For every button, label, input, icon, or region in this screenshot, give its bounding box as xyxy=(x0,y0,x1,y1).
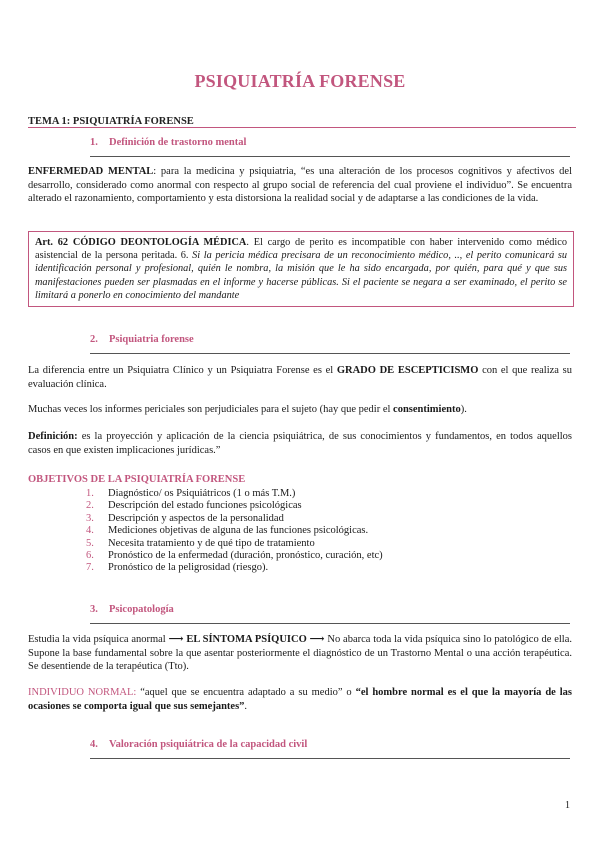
forense-definition xyxy=(28,430,572,457)
item-number: 1. xyxy=(86,488,94,499)
section-label: Psiquiatria forense xyxy=(109,334,194,345)
text: La diferencia entre un Psiquiatra Clínico y un Psiquiatra Forense es el xyxy=(28,365,337,376)
section-heading-1 xyxy=(90,137,246,148)
item-text: Necesita tratamiento y de qué tipo de tratamiento xyxy=(108,537,315,549)
topic-heading: TEMA 1: PSIQUIATRÍA FORENSE xyxy=(28,116,194,127)
text: “aquel que se encuentra adaptado a su medio” o xyxy=(136,687,356,698)
list-item xyxy=(86,525,383,537)
emphasis: consentimiento xyxy=(393,404,461,415)
text: es la proyección y aplicación de la ciencia psiquiátrica, de sus conocimientos y fundamentos, en todos aquellos casos en que existen implicaciones jurídicas.” xyxy=(28,431,572,456)
text: Muchas veces los informes periciales son perjudiciales para el sujeto (hay que pedir el xyxy=(28,404,394,415)
section-heading-2 xyxy=(90,334,194,345)
art62-box xyxy=(28,231,574,307)
section-number: 1. xyxy=(90,137,98,148)
section-label: Psicopatología xyxy=(109,604,174,615)
definition-text: : para la medicina y psiquiatria, “es una alteración de los procesos cognitivos y afectivos del desarrollo, considerado como anormal con respecto al grupo social de referencia del cual proviene el individuo”. Se encuentra alterado el razonamiento, comportamiento y esta distorsiona la realidad social y de adaptarse a las condiciones de la vida. xyxy=(28,166,572,205)
list-item xyxy=(86,562,383,574)
objetivos-list xyxy=(86,488,383,575)
section-rule xyxy=(90,156,570,157)
section-rule xyxy=(90,758,570,759)
list-item xyxy=(86,538,383,550)
topic-underline xyxy=(28,127,576,128)
item-text: Diagnóstico/ os Psiquiátricos (1 o más T.M.) xyxy=(108,488,296,499)
item-text: Mediciones objetivas de alguna de las funciones psicológicas. xyxy=(108,525,369,537)
individuo-normal-paragraph xyxy=(28,686,572,713)
text: . xyxy=(244,700,248,712)
arrow-icon: ⟶ xyxy=(309,634,325,645)
item-text: Descripción del estado funciones psicológicas xyxy=(108,500,302,512)
section-number: 3. xyxy=(90,604,98,615)
emphasis: GRADO DE ESCEPTICISMO xyxy=(336,365,479,376)
art62-text: . El cargo de perito es incompatible con haber intervenido como médico asistencial de la persona peritada. 6. xyxy=(35,237,567,262)
text: con el que realiza su evaluación clínica. xyxy=(28,365,572,390)
section-number: 4. xyxy=(90,739,98,750)
emphasis: EL SÍNTOMA PSÍQUICO xyxy=(183,634,310,645)
list-item xyxy=(86,488,383,500)
section-label: Valoración psiquiátrica de la capacidad civil xyxy=(109,739,308,750)
art62-italic: Si la pericia médica precisara de un reconocimiento médico, .., el perito comunicará su identificación personal y profesional, quién le nombra, la misión que le ha sido encargada, por quién, para qué y que sus manifestaciones pueden ser plasmadas en el informe y hacerse públicas. Si el paciente se negara a ser examinado, el perito se limitará a ponerlo en conocimiento del mandante xyxy=(35,250,567,301)
list-item xyxy=(86,500,383,512)
psicopatologia-paragraph xyxy=(28,633,572,674)
text: Estudia la vida psíquica anormal xyxy=(28,634,169,645)
item-number: 6. xyxy=(86,550,94,562)
item-text: Descripción y aspectos de la personalidad xyxy=(108,512,284,524)
list-item xyxy=(86,513,383,525)
forense-paragraph-2 xyxy=(28,403,572,417)
item-text: Pronóstico de la enfermedad (duración, pronóstico, curación, etc) xyxy=(108,550,383,562)
item-number: 7. xyxy=(86,562,94,574)
item-number: 2. xyxy=(86,500,94,512)
term: INDIVIDUO NORMAL: xyxy=(28,687,137,698)
item-number: 4. xyxy=(86,525,94,537)
item-text: Pronóstico de la peligrosidad (riesgo). xyxy=(108,562,269,574)
text: ). xyxy=(460,404,467,415)
text: No abarca toda la vida psíquica sino lo patológico de ella. Supone la base fundamental sobre la que asentar posteriormente el diagnóstico de un Trastorno Mental o una acción terapéutica. Se desentiende de la terapéutica (Tto). xyxy=(28,634,572,673)
section-rule xyxy=(90,623,570,624)
section-number: 2. xyxy=(90,334,98,345)
section-heading-3 xyxy=(90,604,174,615)
item-number: 5. xyxy=(86,537,94,549)
section-rule xyxy=(90,353,570,354)
arrow-icon: ⟶ xyxy=(168,634,184,645)
objetivos-heading: OBJETIVOS DE LA PSIQUIATRÍA FORENSE xyxy=(28,474,246,485)
page-number: 1 xyxy=(565,800,570,811)
list-item xyxy=(86,550,383,562)
enfermedad-mental-paragraph xyxy=(28,165,572,206)
emphasis: “el hombre normal es el que la mayoría de las ocasiones se comporta igual que sus semejantes” xyxy=(28,687,572,712)
document-title: PSIQUIATRÍA FORENSE xyxy=(194,71,406,91)
forense-paragraph-1 xyxy=(28,364,572,391)
section-heading-4 xyxy=(90,739,307,750)
term: ENFERMEDAD MENTAL xyxy=(28,166,154,177)
section-label: Definición de trastorno mental xyxy=(109,137,247,148)
art62-heading: Art. 62 CÓDIGO DEONTOLOGÍA MÉDICA xyxy=(35,237,247,248)
item-number: 3. xyxy=(86,512,94,524)
emphasis: Definición: xyxy=(28,431,78,442)
